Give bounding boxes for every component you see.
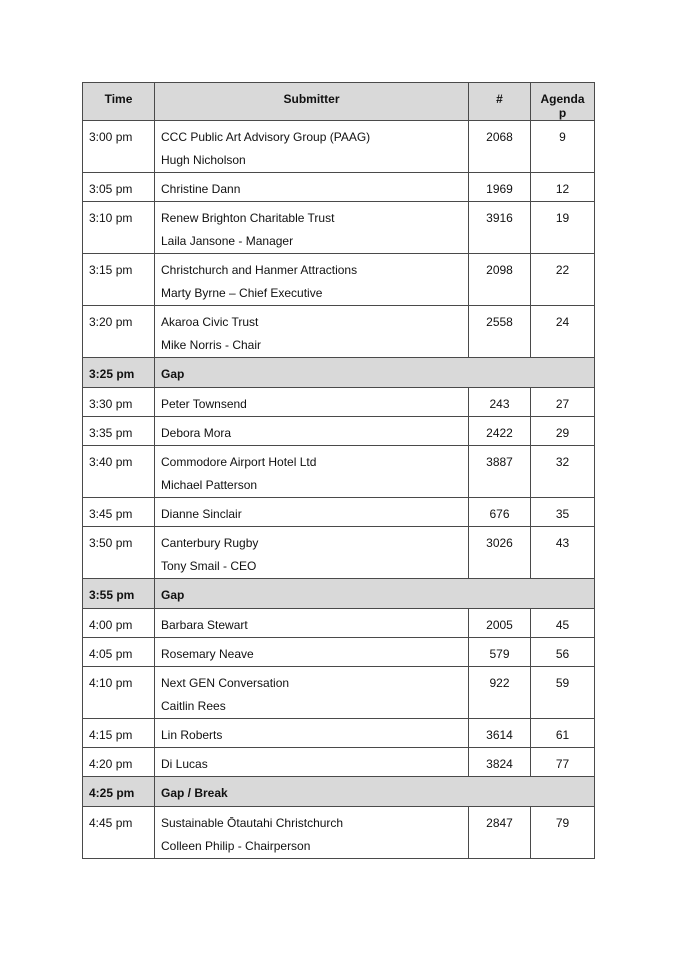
table-row	[83, 388, 595, 417]
submitter-name: Dianne Sinclair	[161, 507, 242, 521]
submitter-name: Lin Roberts	[161, 728, 223, 742]
submitter-cell	[155, 446, 469, 498]
header-row	[83, 83, 595, 121]
agenda-page: 59	[531, 667, 595, 719]
gap-row	[83, 358, 595, 388]
submitter-name: Rosemary Neave	[161, 647, 254, 661]
table-row	[83, 807, 595, 859]
time-cell: 3:05 pm	[83, 173, 155, 202]
submission-number: 2098	[469, 254, 531, 306]
submitter-contact: Colleen Philip - Chairperson	[161, 839, 311, 853]
submitter-name: Akaroa Civic Trust	[161, 315, 259, 329]
submission-number: 2422	[469, 417, 531, 446]
gap-row	[83, 579, 595, 609]
table-row	[83, 719, 595, 748]
submitter-cell	[155, 388, 469, 417]
schedule-body	[83, 121, 595, 859]
submitter-cell	[155, 807, 469, 859]
gap-label: Gap	[155, 358, 595, 388]
submission-number: 2847	[469, 807, 531, 859]
agenda-page: 45	[531, 609, 595, 638]
submitter-name: Debora Mora	[161, 426, 232, 440]
time-cell: 3:50 pm	[83, 527, 155, 579]
table-row	[83, 527, 595, 579]
table-row	[83, 748, 595, 777]
submitter-name: Canterbury Rugby	[161, 536, 259, 550]
table-row	[83, 667, 595, 719]
agenda-page: 56	[531, 638, 595, 667]
table-row	[83, 638, 595, 667]
submission-number: 676	[469, 498, 531, 527]
time-cell: 3:10 pm	[83, 202, 155, 254]
time-cell: 3:20 pm	[83, 306, 155, 358]
submitter-contact: Marty Byrne – Chief Executive	[161, 286, 323, 300]
agenda-page: 32	[531, 446, 595, 498]
header-number: #	[469, 83, 531, 121]
gap-row	[83, 777, 595, 807]
submission-number: 2005	[469, 609, 531, 638]
submitter-name: Sustainable Ōtautahi Christchurch	[161, 816, 344, 830]
header-time: Time	[83, 83, 155, 121]
submitter-cell	[155, 417, 469, 446]
submitter-cell	[155, 638, 469, 667]
submitter-name: Renew Brighton Charitable Trust	[161, 211, 335, 225]
agenda-page: 19	[531, 202, 595, 254]
gap-label: Gap / Break	[155, 777, 595, 807]
agenda-page: 27	[531, 388, 595, 417]
submitter-contact: Caitlin Rees	[161, 699, 226, 713]
submission-number: 3026	[469, 527, 531, 579]
agenda-page: 24	[531, 306, 595, 358]
submitter-cell	[155, 202, 469, 254]
submitter-name: CCC Public Art Advisory Group (PAAG)	[161, 130, 371, 144]
time-cell: 4:25 pm	[83, 777, 155, 807]
submitter-cell	[155, 254, 469, 306]
submission-number: 922	[469, 667, 531, 719]
time-cell: 4:45 pm	[83, 807, 155, 859]
schedule-table	[82, 82, 595, 859]
agenda-page: 9	[531, 121, 595, 173]
header-submitter: Submitter	[155, 83, 469, 121]
submitter-cell	[155, 527, 469, 579]
submission-number: 3614	[469, 719, 531, 748]
submission-number: 3824	[469, 748, 531, 777]
time-cell: 3:25 pm	[83, 358, 155, 388]
table-row	[83, 306, 595, 358]
time-cell: 3:30 pm	[83, 388, 155, 417]
time-cell: 3:15 pm	[83, 254, 155, 306]
time-cell: 4:20 pm	[83, 748, 155, 777]
table-row	[83, 121, 595, 173]
time-cell: 3:55 pm	[83, 579, 155, 609]
time-cell: 4:10 pm	[83, 667, 155, 719]
gap-label: Gap	[155, 579, 595, 609]
submission-number: 1969	[469, 173, 531, 202]
submitter-name: Commodore Airport Hotel Ltd	[161, 455, 317, 469]
agenda-page: 79	[531, 807, 595, 859]
submitter-cell	[155, 306, 469, 358]
agenda-page: 77	[531, 748, 595, 777]
submitter-name: Next GEN Conversation	[161, 676, 290, 690]
header-agenda-page: Agenda p	[531, 83, 595, 121]
time-cell: 3:45 pm	[83, 498, 155, 527]
submission-number: 3916	[469, 202, 531, 254]
submitter-name: Di Lucas	[161, 757, 208, 771]
table-row	[83, 254, 595, 306]
submitter-cell	[155, 498, 469, 527]
agenda-page: 29	[531, 417, 595, 446]
agenda-page: 35	[531, 498, 595, 527]
submitter-cell	[155, 719, 469, 748]
time-cell: 3:40 pm	[83, 446, 155, 498]
submitter-cell	[155, 609, 469, 638]
submitter-contact: Laila Jansone - Manager	[161, 234, 294, 248]
agenda-page: 12	[531, 173, 595, 202]
agenda-page: 61	[531, 719, 595, 748]
agenda-page: 43	[531, 527, 595, 579]
submission-number: 2558	[469, 306, 531, 358]
submitter-contact: Mike Norris - Chair	[161, 338, 262, 352]
table-row	[83, 202, 595, 254]
time-cell: 3:35 pm	[83, 417, 155, 446]
time-cell: 4:05 pm	[83, 638, 155, 667]
submitter-contact: Michael Patterson	[161, 478, 258, 492]
submitter-cell	[155, 173, 469, 202]
table-row	[83, 173, 595, 202]
submitter-contact: Tony Smail - CEO	[161, 559, 257, 573]
table-row	[83, 609, 595, 638]
submission-number: 243	[469, 388, 531, 417]
submitter-cell	[155, 121, 469, 173]
submitter-cell	[155, 667, 469, 719]
submission-number: 3887	[469, 446, 531, 498]
table-row	[83, 498, 595, 527]
submitter-cell	[155, 748, 469, 777]
submitter-name: Christine Dann	[161, 182, 241, 196]
submitter-contact: Hugh Nicholson	[161, 153, 246, 167]
submission-number: 579	[469, 638, 531, 667]
time-cell: 3:00 pm	[83, 121, 155, 173]
time-cell: 4:00 pm	[83, 609, 155, 638]
submitter-name: Peter Townsend	[161, 397, 247, 411]
submitter-name: Christchurch and Hanmer Attractions	[161, 263, 358, 277]
agenda-page: 22	[531, 254, 595, 306]
table-row	[83, 446, 595, 498]
time-cell: 4:15 pm	[83, 719, 155, 748]
submission-number: 2068	[469, 121, 531, 173]
submitter-name: Barbara Stewart	[161, 618, 248, 632]
table-row	[83, 417, 595, 446]
